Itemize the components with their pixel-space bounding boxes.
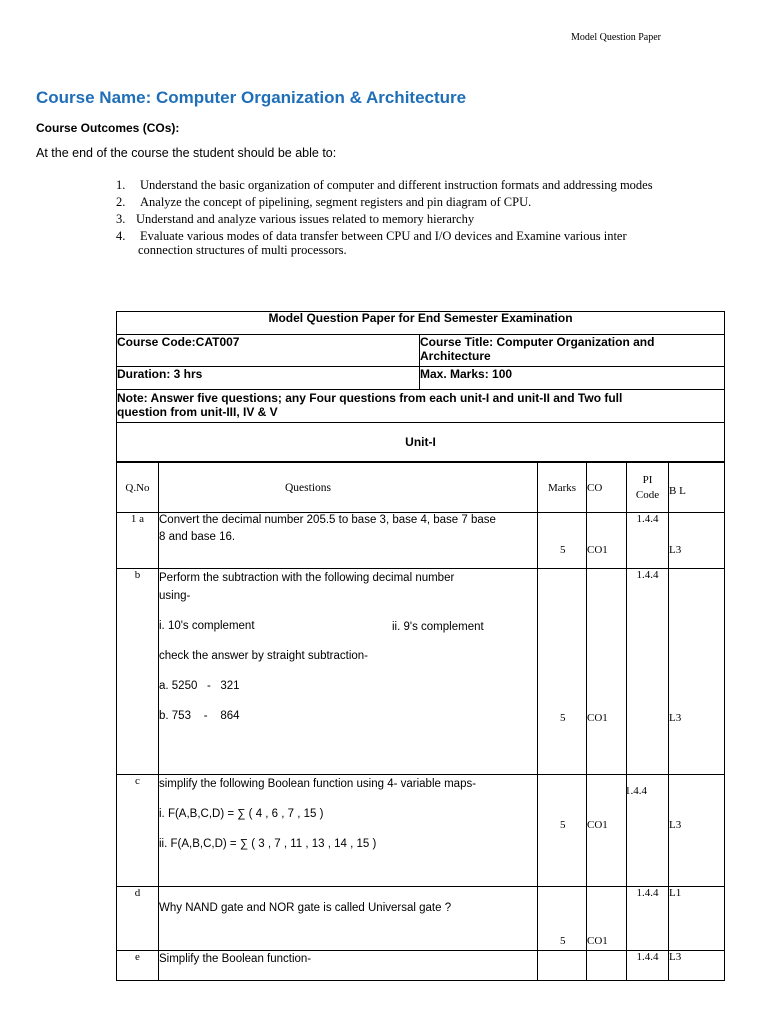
table-row — [117, 513, 725, 569]
question-marks: 5 — [538, 513, 587, 569]
question-co: CO1 — [587, 775, 627, 887]
question-co: CO1 — [587, 569, 627, 775]
question-bl: L3 — [669, 569, 725, 775]
col-header-qno: Q.No — [117, 463, 159, 513]
course-outcomes-label: Course Outcomes (COs): — [36, 121, 180, 135]
question-number: b — [117, 569, 159, 775]
outcome-item: 2. Analyze the concept of pipelining, segment registers and pin diagram of CPU. — [116, 195, 532, 209]
question-bl: L3 — [669, 513, 725, 569]
question-text: Perform the subtraction with the following decimal number using- i. 10's complement ii. 9's complement check the answer by straight subtraction- a. 5250 - 321 b. 753 - 864 — [159, 569, 538, 775]
question-pi-code: 1.4.4 — [627, 569, 669, 775]
questions-table — [116, 462, 725, 981]
questions-header-row — [117, 463, 725, 513]
table-row — [117, 569, 725, 775]
exam-note: Note: Answer five questions; any Four questions from each unit-I and unit-II and Two full question from unit-III, IV & V — [117, 390, 725, 423]
col-header-marks: Marks — [538, 463, 587, 513]
question-marks: 5 — [538, 887, 587, 951]
duration: Duration: 3 hrs — [117, 367, 420, 390]
col-header-co: CO — [587, 463, 627, 513]
question-text: Why NAND gate and NOR gate is called Universal gate ? — [159, 887, 538, 951]
question-number: d — [117, 887, 159, 951]
course-intro: At the end of the course the student should be able to: — [36, 146, 337, 160]
outcome-item: 4. Evaluate various modes of data transfer between CPU and I/O devices and Examine various inter connection structures of multi processors. — [116, 229, 627, 257]
table-row — [117, 887, 725, 951]
question-pi-code: 1.4.4 — [627, 887, 669, 951]
exam-header-table — [116, 311, 725, 462]
col-header-pi-code: PI Code — [627, 463, 669, 513]
outcome-item: 1. Understand the basic organization of computer and different instruction formats and addressing modes — [116, 178, 653, 192]
question-pi-code: 1.4.4 — [627, 775, 669, 887]
col-header-bl: B L — [669, 463, 725, 513]
question-co: CO1 — [587, 887, 627, 951]
course-code: Course Code:CAT007 — [117, 335, 420, 367]
question-co: CO1 — [587, 513, 627, 569]
unit-heading: Unit-I — [117, 423, 725, 462]
question-marks: 5 — [538, 569, 587, 775]
exam-title: Model Question Paper for End Semester Examination — [117, 312, 725, 335]
question-bl: L3 — [669, 951, 725, 981]
course-outcomes-list — [116, 178, 756, 260]
question-number: c — [117, 775, 159, 887]
table-row — [117, 775, 725, 887]
col-header-questions: Questions — [159, 463, 538, 513]
table-row — [117, 951, 725, 981]
question-bl: L1 — [669, 887, 725, 951]
question-text: Convert the decimal number 205.5 to base 3, base 4, base 7 base 8 and base 16. — [159, 513, 538, 569]
max-marks: Max. Marks: 100 — [420, 367, 725, 390]
question-pi-code: 1.4.4 — [627, 513, 669, 569]
question-co — [587, 951, 627, 981]
course-title: Course Title: Computer Organization and Architecture — [420, 335, 725, 367]
header-note: Model Question Paper — [571, 32, 661, 43]
question-bl: L3 — [669, 775, 725, 887]
question-number: e — [117, 951, 159, 981]
question-pi-code: 1.4.4 — [627, 951, 669, 981]
course-name-heading: Course Name: Computer Organization & Architecture — [36, 88, 467, 107]
question-text: Simplify the Boolean function- — [159, 951, 538, 981]
question-marks — [538, 951, 587, 981]
question-number: 1 a — [117, 513, 159, 569]
question-marks: 5 — [538, 775, 587, 887]
question-text: simplify the following Boolean function using 4- variable maps- i. F(A,B,C,D) = ∑ ( 4 , 6 , 7 , 15 ) ii. F(A,B,C,D) = ∑ ( 3 , 7 , 11 , 13 , 14 , 15 ) — [159, 775, 538, 887]
outcome-item: 3. Understand and analyze various issues related to memory hierarchy — [116, 212, 475, 226]
